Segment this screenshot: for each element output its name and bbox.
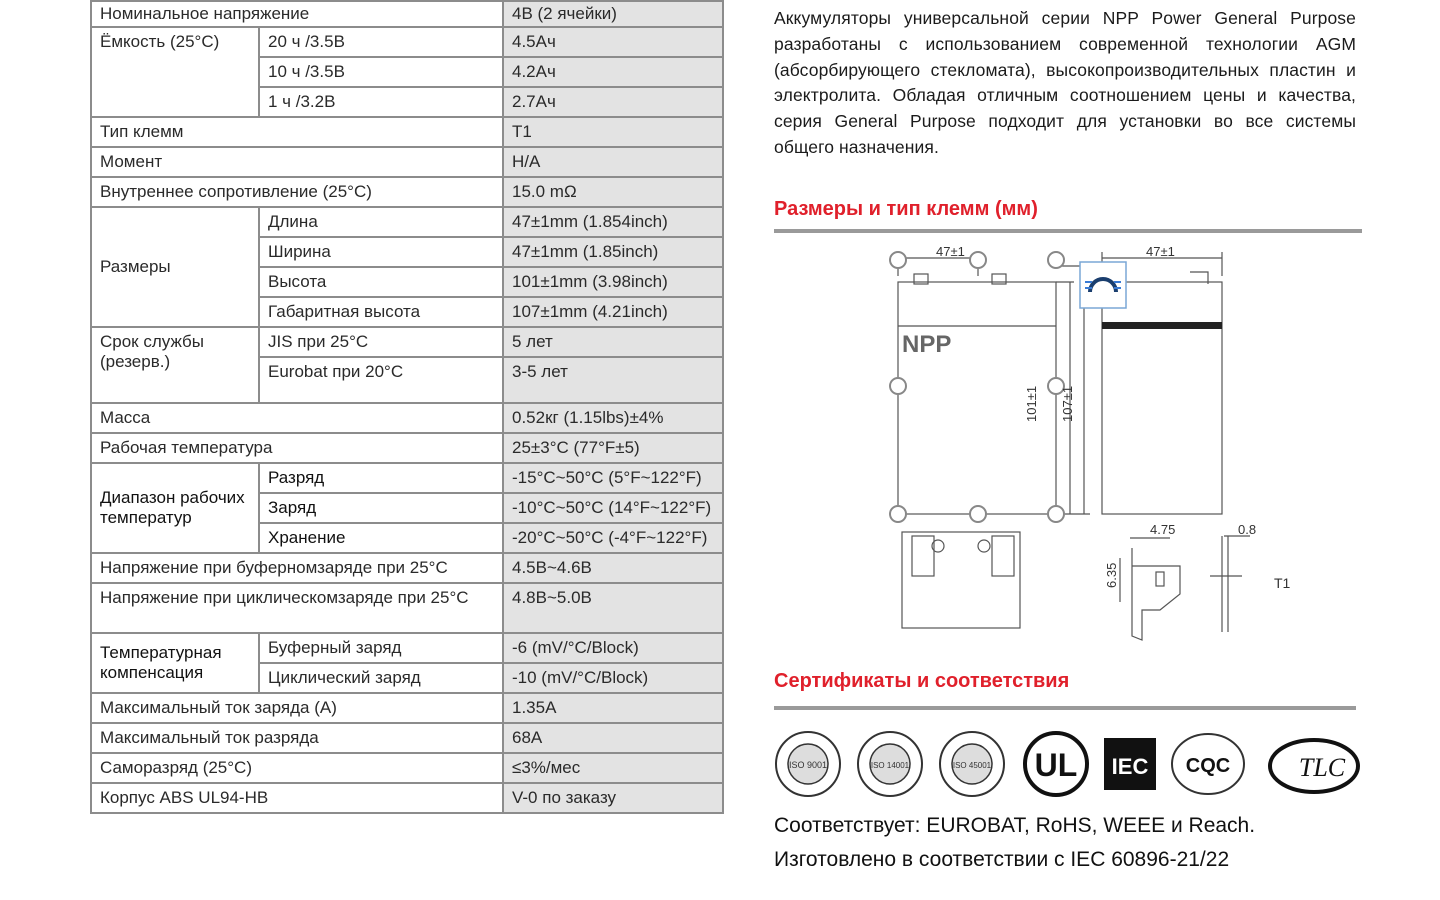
spec-value: -6 (mV/°C/Block): [503, 633, 723, 663]
side-width-dimension-label: 47±1: [1146, 244, 1175, 259]
spec-value: 4.2Ач: [503, 57, 723, 87]
table-row: [91, 403, 723, 433]
spec-value: Н/А: [503, 147, 723, 177]
spec-value: 68A: [503, 723, 723, 753]
certificates-heading: Сертификаты и соответствия: [774, 670, 1070, 692]
spec-label: Размеры: [91, 207, 259, 327]
spec-value: 15.0 mΩ: [503, 177, 723, 207]
spec-sublabel: JIS при 25°C: [259, 327, 503, 357]
iso-45001-logo: [940, 732, 1004, 796]
svg-text:ISO 45001: ISO 45001: [952, 761, 992, 770]
side-stripe: [1102, 322, 1222, 329]
spec-label: Напряжение при буферномзаряде при 25°C: [91, 553, 503, 583]
spec-value: 0.52кг (1.15lbs)±4%: [503, 403, 723, 433]
spec-label: Саморазряд (25°C): [91, 753, 503, 783]
table-row: [91, 633, 723, 663]
terminal-width-label: 4.75: [1150, 522, 1176, 537]
spec-value: 25±3°C (77°F±5): [503, 433, 723, 463]
table-row: [91, 27, 723, 57]
table-row: [91, 1, 723, 27]
spec-value: 4.8В~5.0В: [503, 583, 723, 633]
spec-value: 1.35A: [503, 693, 723, 723]
spec-label: Ёмкость (25°C): [91, 27, 259, 117]
spec-value: V-0 по заказу: [503, 783, 723, 813]
brand-logo: NPP: [902, 331, 952, 358]
spec-label: Максимальный ток разряда: [91, 723, 503, 753]
resize-handle-icon[interactable]: [1048, 252, 1064, 268]
spec-value: 101±1mm (3.98inch): [503, 267, 723, 297]
table-row: [91, 433, 723, 463]
spec-label: Номинальное напряжение: [91, 1, 503, 27]
spec-label: Максимальный ток заряда (A): [91, 693, 503, 723]
table-row: [91, 753, 723, 783]
spec-sublabel: Габаритная высота: [259, 297, 503, 327]
resize-handle-icon[interactable]: [890, 252, 906, 268]
front-bottom-view: [902, 532, 1020, 628]
spec-sublabel: Буферный заряд: [259, 633, 503, 663]
table-row: [91, 117, 723, 147]
cqc-logo: [1172, 734, 1244, 794]
spec-label: Момент: [91, 147, 503, 177]
svg-text:ISO 14001: ISO 14001: [870, 761, 910, 770]
spec-sublabel: Ширина: [259, 237, 503, 267]
svg-text:ISO 9001: ISO 9001: [788, 760, 828, 770]
iso-14001-logo: [858, 732, 922, 796]
battery-dimension-drawing: [880, 236, 1300, 650]
spec-value: -20°C~50°C (-4°F~122°F): [503, 523, 723, 553]
terminal-thickness-label: 0.8: [1238, 522, 1257, 537]
spec-label: Масса: [91, 403, 503, 433]
table-row: [91, 583, 723, 633]
spec-sublabel: 20 ч /3.5В: [259, 27, 503, 57]
table-row: [91, 207, 723, 237]
terminal-type-label: T1: [1274, 575, 1291, 591]
svg-text:IEC: IEC: [1111, 754, 1149, 779]
spec-value: 3-5 лет: [503, 357, 723, 403]
table-row: [91, 553, 723, 583]
svg-text:TLC: TLC: [1298, 753, 1346, 782]
resize-handle-icon[interactable]: [890, 506, 906, 522]
table-row: [91, 177, 723, 207]
table-row: [91, 147, 723, 177]
tlc-logo: [1270, 740, 1358, 792]
ul-logo: [1025, 733, 1087, 795]
dimensions-heading: Размеры и тип клемм (мм): [774, 198, 1038, 220]
spec-label: Корпус ABS UL94-HB: [91, 783, 503, 813]
product-description: Аккумуляторы универсальной серии NPP Power General Purpose разработаны с использованием современной технологии AGM (абсорбирующего стекломата), высокопроизводительных пластин и электролита. Обладая отличным соотношением цены и качества, серия General Purpose подходит для установки во все системы общего назначения.: [774, 8, 1356, 157]
spec-label: Напряжение при циклическомзаряде при 25°C: [91, 583, 503, 633]
spec-sublabel: Eurobat при 20°C: [259, 357, 503, 403]
spec-sublabel: 10 ч /3.5В: [259, 57, 503, 87]
iec-logo: [1104, 738, 1156, 790]
spec-sublabel: Хранение: [259, 523, 503, 553]
heading-divider: [774, 229, 1362, 233]
spec-table: [90, 0, 724, 814]
resize-handle-icon[interactable]: [970, 506, 986, 522]
width-dimension-label: 47±1: [936, 244, 965, 259]
spec-sublabel: Высота: [259, 267, 503, 297]
spec-value: 4.5В~4.6В: [503, 553, 723, 583]
total-height-dimension-label: 107±1: [1060, 385, 1075, 422]
resize-handle-icon[interactable]: [1048, 506, 1064, 522]
table-row: [91, 463, 723, 493]
spec-sublabel: Заряд: [259, 493, 503, 523]
spec-sublabel: Разряд: [259, 463, 503, 493]
heading-divider: [774, 706, 1356, 710]
table-row: [91, 327, 723, 357]
svg-text:UL: UL: [1034, 747, 1078, 783]
spec-value: 5 лет: [503, 327, 723, 357]
spec-sublabel: 1 ч /3.2В: [259, 87, 503, 117]
table-row: [91, 783, 723, 813]
svg-text:CQC: CQC: [1185, 755, 1231, 777]
spec-sublabel: Длина: [259, 207, 503, 237]
height-dimension-label: 101±1: [1024, 385, 1039, 422]
table-row: [91, 693, 723, 723]
compliance-line: Соответствует: EUROBAT, RoHS, WEEE и Reach.: [774, 814, 1256, 837]
spec-value: 107±1mm (4.21inch): [503, 297, 723, 327]
certificate-logos: [774, 728, 1364, 804]
spec-value: -10 (mV/°C/Block): [503, 663, 723, 693]
terminal-height-label: 6.35: [1104, 562, 1119, 588]
spec-value: -15°C~50°C (5°F~122°F): [503, 463, 723, 493]
resize-handle-icon[interactable]: [970, 252, 986, 268]
manufacturing-standard-line: Изготовлено в соответствии с IEC 60896-21/22: [774, 848, 1230, 871]
spec-value: 47±1mm (1.854inch): [503, 207, 723, 237]
spec-value: ≤3%/мес: [503, 753, 723, 783]
side-view-body: [1102, 282, 1222, 514]
table-row: [91, 723, 723, 753]
spec-value: 4В (2 ячейки): [503, 1, 723, 27]
spec-label: Внутреннее сопротивление (25°C): [91, 177, 503, 207]
spec-value: 2.7Ач: [503, 87, 723, 117]
spec-value: T1: [503, 117, 723, 147]
spec-label: Температурная компенсация: [91, 633, 259, 693]
spec-label: Срок службы (резерв.): [91, 327, 259, 403]
spec-label: Рабочая температура: [91, 433, 503, 463]
spec-value: 47±1mm (1.85inch): [503, 237, 723, 267]
layout-options-icon[interactable]: [1080, 262, 1126, 308]
resize-handle-icon[interactable]: [890, 378, 906, 394]
spec-label: Тип клемм: [91, 117, 503, 147]
spec-label: Диапазон рабочих температур: [91, 463, 259, 553]
spec-value: 4.5Ач: [503, 27, 723, 57]
spec-value: -10°C~50°C (14°F~122°F): [503, 493, 723, 523]
spec-sublabel: Циклический заряд: [259, 663, 503, 693]
iso-9001-logo: [776, 732, 840, 796]
